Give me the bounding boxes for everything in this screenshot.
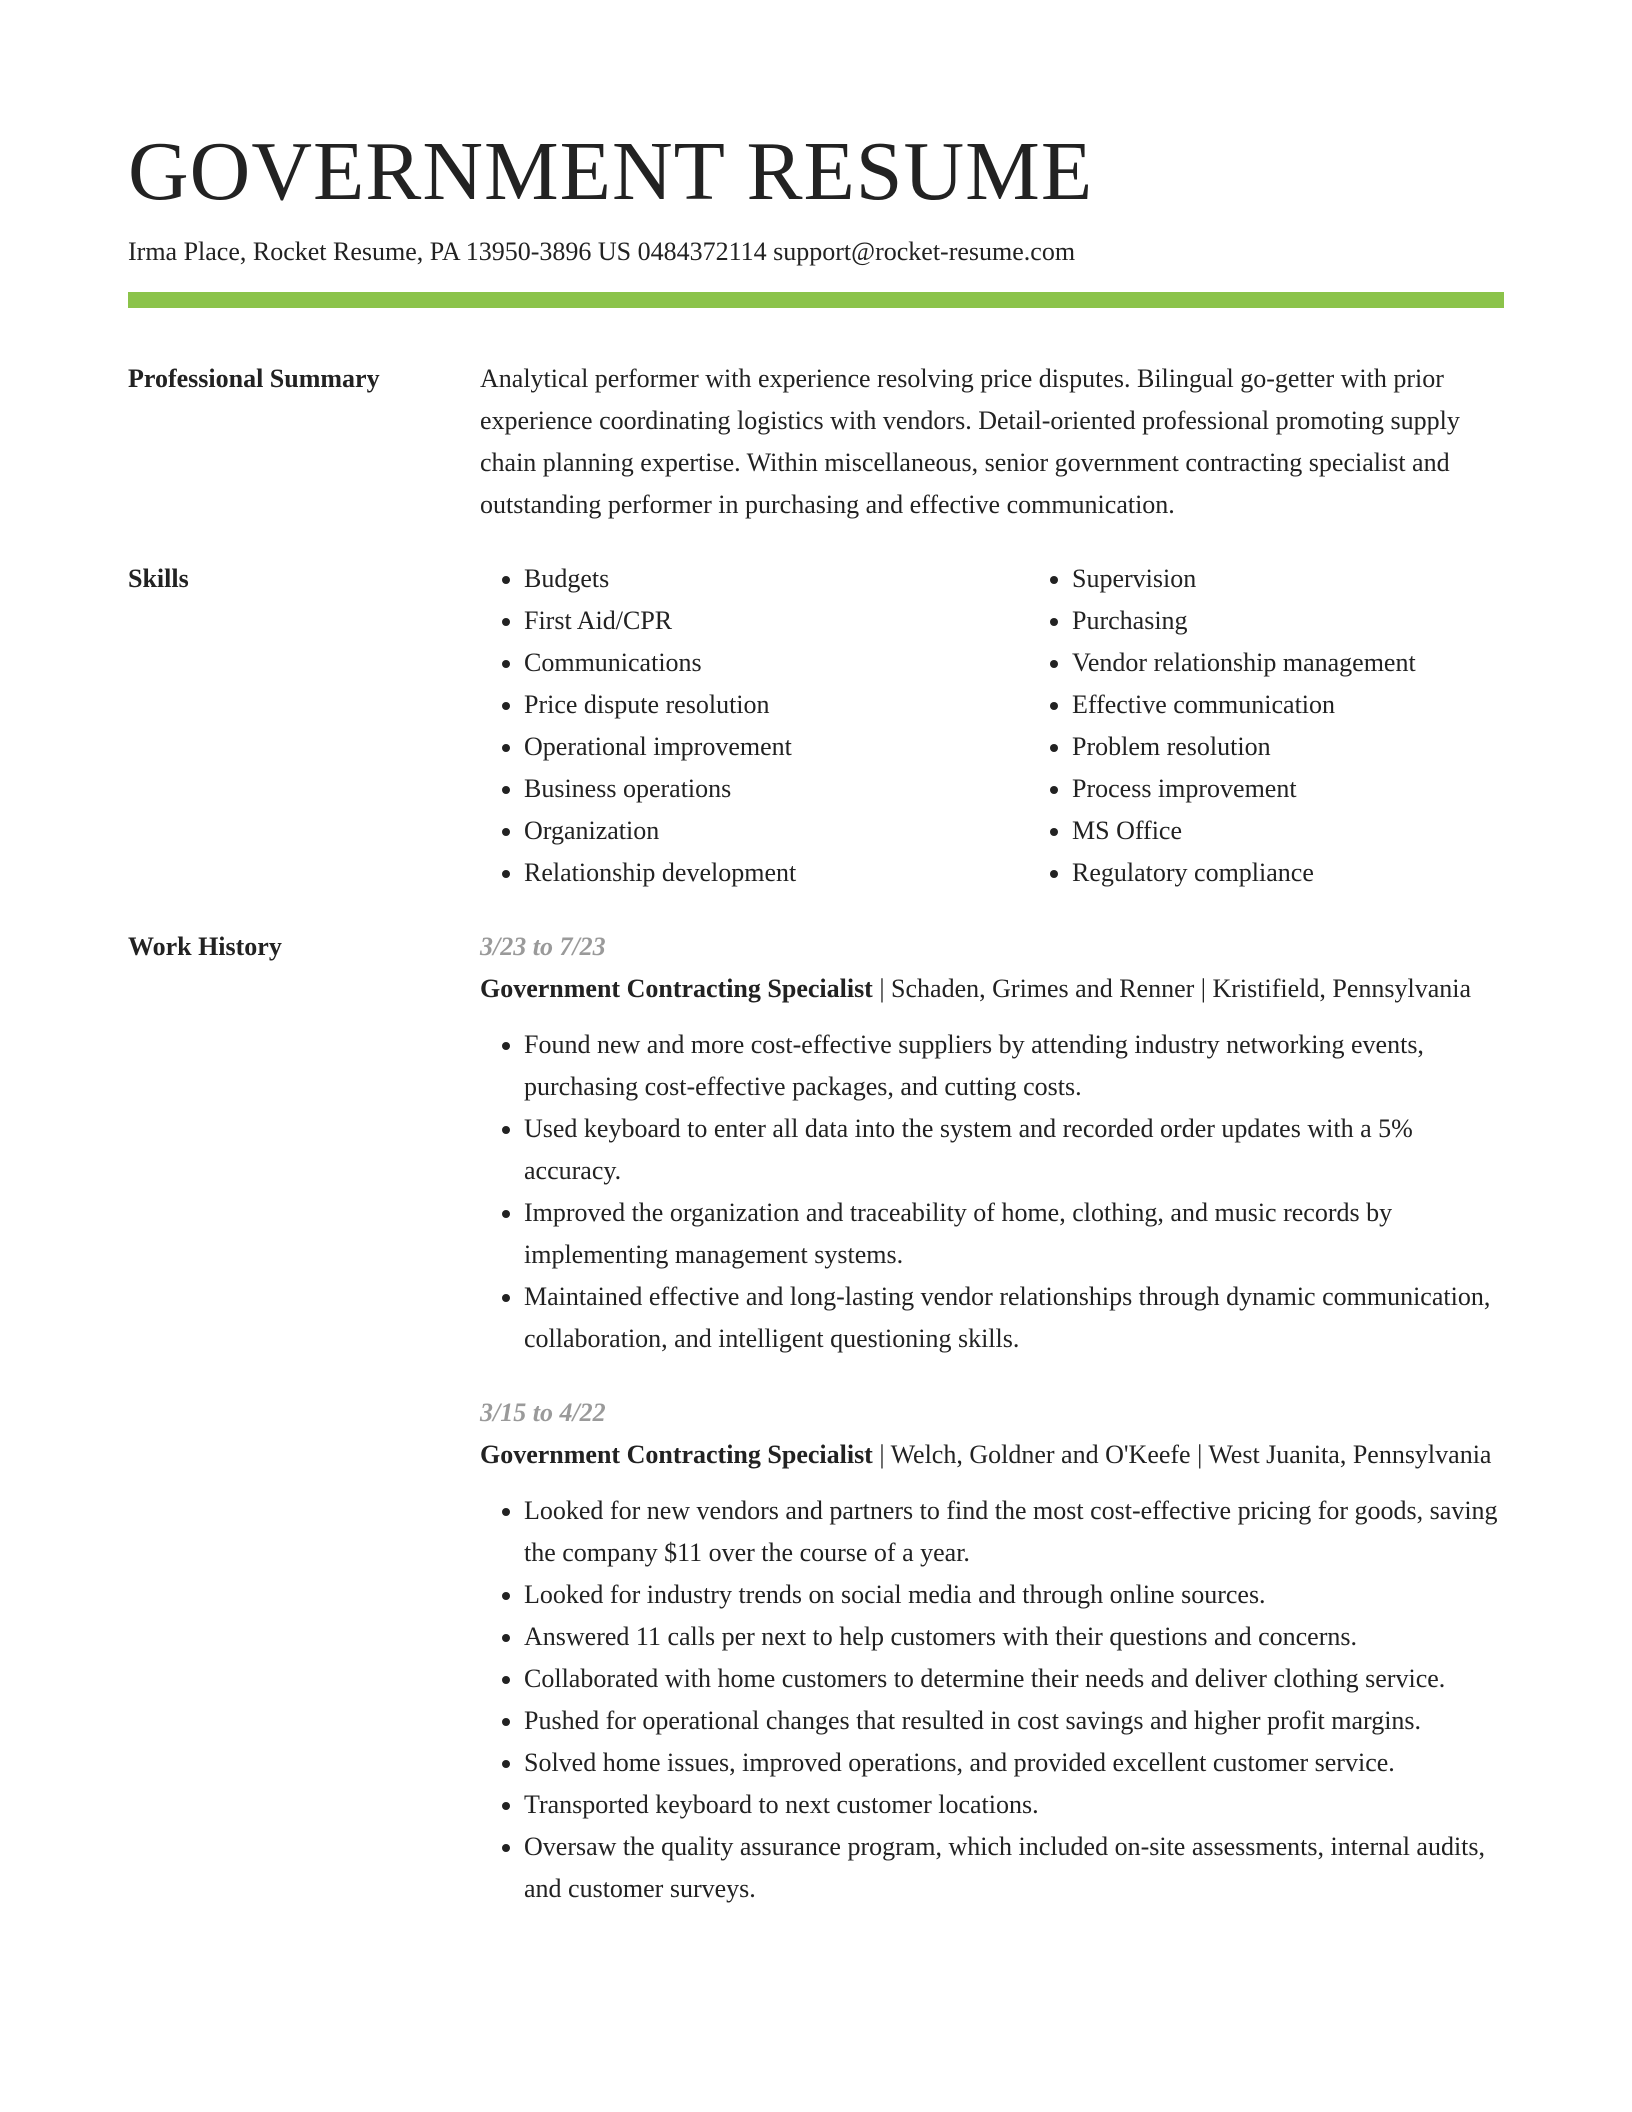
job-bullet: • Improved the organization and traceability of home, clothing, and music records by implementing management systems. xyxy=(524,1192,1504,1276)
skill-item: • MS Office xyxy=(1072,810,1576,852)
skill-item: • Operational improvement xyxy=(524,726,1028,768)
skills-body xyxy=(480,558,1576,894)
job-bullet: • Transported keyboard to next customer locations. xyxy=(524,1784,1504,1826)
job-bullet: • Looked for industry trends on social media and through online sources. xyxy=(524,1574,1504,1616)
work-history-section xyxy=(128,926,1504,1942)
job-title: Government Contracting Specialist xyxy=(480,1440,873,1469)
resume-title: GOVERNMENT RESUME xyxy=(128,125,1094,218)
job-bullet: • Oversaw the quality assurance program, which included on-site assessments, internal audits, and customer surveys. xyxy=(524,1826,1504,1910)
skills-section xyxy=(128,558,1504,894)
job-bullet: • Answered 11 calls per next to help customers with their questions and concerns. xyxy=(524,1616,1504,1658)
skill-item: • Organization xyxy=(524,810,1028,852)
skill-item: • Supervision xyxy=(1072,558,1576,600)
skill-item: • Vendor relationship management xyxy=(1072,642,1576,684)
job-heading xyxy=(480,1434,1504,1476)
skill-item: • Relationship development xyxy=(524,852,1028,894)
job-bullet: • Used keyboard to enter all data into the system and recorded order updates with a 5% accuracy. xyxy=(524,1108,1504,1192)
job-bullet: • Pushed for operational changes that resulted in cost savings and higher profit margins. xyxy=(524,1700,1504,1742)
job-bullets xyxy=(480,1024,1504,1360)
job-details: | Welch, Goldner and O'Keefe | West Juanita, Pennsylvania xyxy=(872,1440,1492,1469)
job-bullet: • Collaborated with home customers to determine their needs and deliver clothing service. xyxy=(524,1658,1504,1700)
summary-heading: Professional Summary xyxy=(128,364,380,393)
summary-section xyxy=(128,358,1504,526)
skill-item: • Budgets xyxy=(524,558,1028,600)
job-entry xyxy=(480,926,1504,1360)
job-bullet: • Solved home issues, improved operations, and provided excellent customer service. xyxy=(524,1742,1504,1784)
skill-item: • Price dispute resolution xyxy=(524,684,1028,726)
job-dates: 3/23 to 7/23 xyxy=(480,932,606,961)
job-dates: 3/15 to 4/22 xyxy=(480,1398,606,1427)
job-title: Government Contracting Specialist xyxy=(480,974,873,1003)
skill-item: • Effective communication xyxy=(1072,684,1576,726)
skill-item: • Purchasing xyxy=(1072,600,1576,642)
skills-list-left xyxy=(480,558,1028,894)
summary-text: Analytical performer with experience resolving price disputes. Bilingual go-getter with prior experience coordinating logistics with vendors. Detail-oriented professional promoting supply chain planning expertise. Within miscellaneous, senior government contracting specialist and outstanding performer in purchasing and effective communication. xyxy=(480,364,1460,519)
skills-list-right xyxy=(1028,558,1576,894)
job-heading xyxy=(480,968,1504,1010)
skills-grid xyxy=(480,558,1576,894)
job-bullet: • Found new and more cost-effective suppliers by attending industry networking events, purchasing cost-effective packages, and cutting costs. xyxy=(524,1024,1504,1108)
skill-item: • Process improvement xyxy=(1072,768,1576,810)
skill-item: • First Aid/CPR xyxy=(524,600,1028,642)
job-bullet: • Looked for new vendors and partners to find the most cost-effective pricing for goods, saving the company $11 over the course of a year. xyxy=(524,1490,1504,1574)
job-bullet: • Maintained effective and long-lasting vendor relationships through dynamic communication, collaboration, and intelligent questioning skills. xyxy=(524,1276,1504,1360)
skill-item: • Regulatory compliance xyxy=(1072,852,1576,894)
job-entry xyxy=(480,1392,1504,1910)
skill-item: • Communications xyxy=(524,642,1028,684)
contact-line: Irma Place, Rocket Resume, PA 13950-3896 US 0484372114 support@rocket-resume.com xyxy=(128,237,1076,266)
work-history-heading: Work History xyxy=(128,932,282,961)
job-details: | Schaden, Grimes and Renner | Kristifield, Pennsylvania xyxy=(872,974,1472,1003)
work-history-body xyxy=(480,926,1504,1942)
job-bullets xyxy=(480,1490,1504,1910)
skill-item: • Business operations xyxy=(524,768,1028,810)
skills-heading: Skills xyxy=(128,564,189,593)
header-divider xyxy=(128,292,1504,308)
skill-item: • Problem resolution xyxy=(1072,726,1576,768)
